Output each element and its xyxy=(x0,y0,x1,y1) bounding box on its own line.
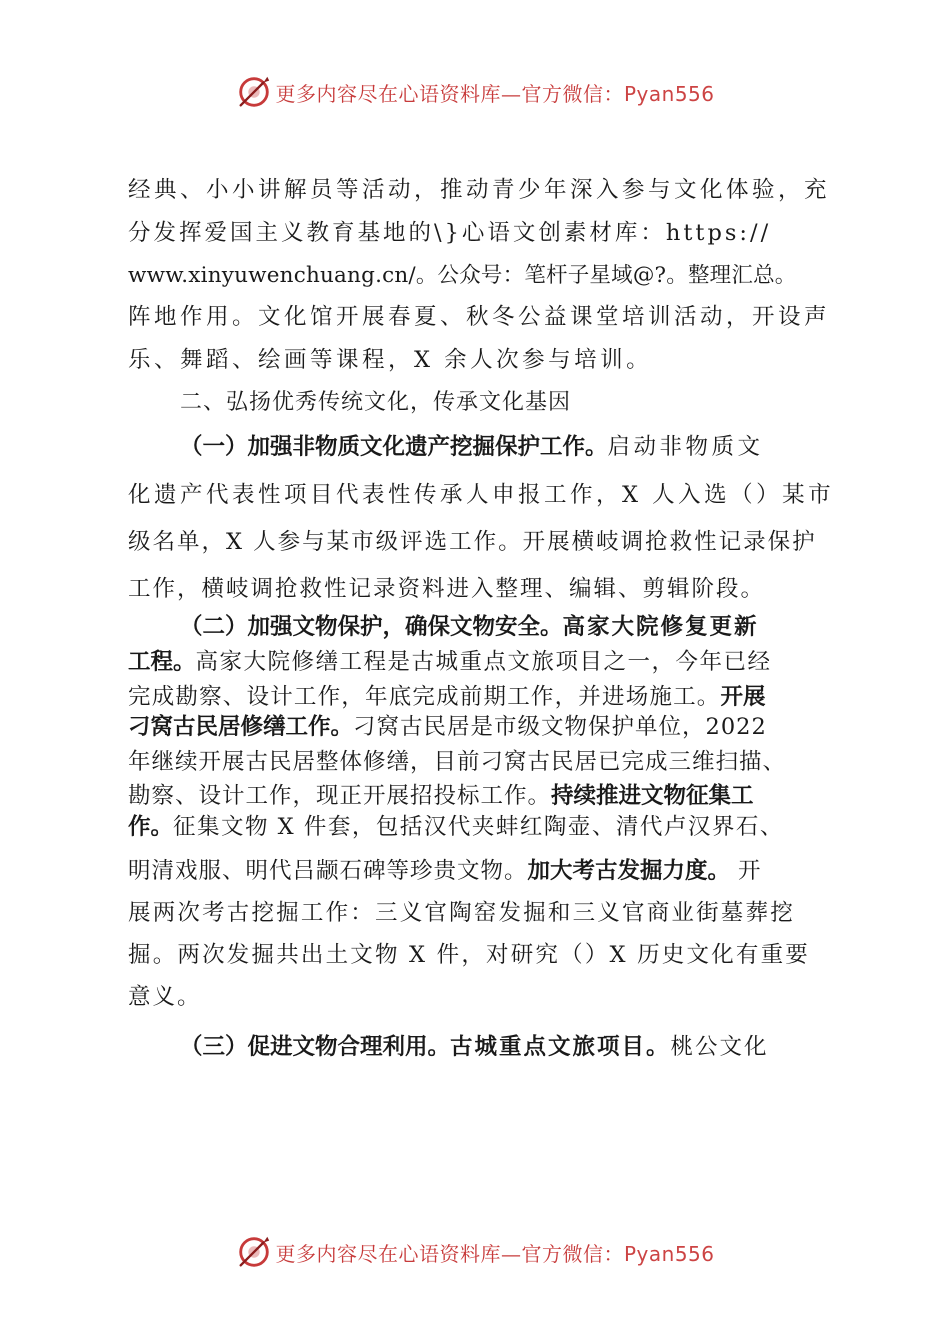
body-line: 化遗产代表性项目代表性传承人申报工作，X 人入选（）某市 xyxy=(128,482,835,508)
body-line: 级名单，X 人参与某市级评选工作。开展横岐调抢救性记录保护 xyxy=(128,529,817,555)
brand-logo-icon xyxy=(235,73,273,111)
body-line: 经典、小小讲解员等活动，推动青少年深入参与文化体验，充 xyxy=(128,177,831,203)
brand-logo-icon xyxy=(235,1233,273,1271)
subsection-3: （三）促进文物合理利用。古城重点文旅项目。桃公文化 xyxy=(180,1034,769,1060)
subsection-title: （一）加强非物质文化遗产挖掘保护工作。 xyxy=(180,434,608,460)
subsection-title: （二）加强文物保护，确保文物安全。 xyxy=(180,614,563,640)
subsection-title: （三）促进文物合理利用。 xyxy=(180,1034,451,1060)
wechat-id: Pyan556 xyxy=(623,81,715,106)
subsection-1: （一）加强非物质文化遗产挖掘保护工作。启动非物质文 xyxy=(180,434,764,460)
banner-text: 更多内容尽在心语资料库—官方微信：Pyan556 xyxy=(275,81,715,106)
body-line: 阵地作用。文化馆开展春夏、秋冬公益课堂培训活动，开设声 xyxy=(128,304,831,330)
subsection-2: （二）加强文物保护，确保文物安全。高家大院修复更新 xyxy=(180,614,759,640)
banner-text: 更多内容尽在心语资料库—官方微信：Pyan556 xyxy=(275,1241,715,1266)
body-line: 掘。两次发掘共出土文物 X 件，对研究（）X 历史文化有重要 xyxy=(128,942,810,968)
body-line: www.xinyuwenchuang.cn/。公众号：笔杆子星域@?。整理汇总。 xyxy=(128,263,797,288)
body-line: 工程。高家大院修缮工程是古城重点文旅项目之一，今年已经 xyxy=(128,649,772,675)
body-line: 刁窝古民居修缮工作。刁窝古民居是市级文物保护单位，2022 xyxy=(128,714,767,740)
body-line: 完成勘察、设计工作，年底完成前期工作，并进场施工。开展 xyxy=(128,684,766,710)
body-line: 工作，横岐调抢救性记录资料进入整理、编辑、剪辑阶段。 xyxy=(128,576,766,602)
body-line: 勘察、设计工作，现正开展招投标工作。持续推进文物征集工 xyxy=(128,783,754,809)
wechat-id: Pyan556 xyxy=(623,1241,715,1266)
body-line: 展两次考古挖掘工作：三义官陶窑发掘和三义官商业街墓葬挖 xyxy=(128,900,795,926)
watermark-banner-top xyxy=(0,72,950,112)
body-line: 意义。 xyxy=(128,984,202,1010)
watermark-banner-bottom xyxy=(0,1232,950,1272)
body-line: 明清戏服、明代吕颛石碑等珍贵文物。加大考古发掘力度。 开 xyxy=(128,858,762,884)
body-line: 年继续开展古民居整体修缮，目前刁窝古民居已完成三维扫描、 xyxy=(128,749,787,775)
body-line: 作。征集文物 X 件套，包括汉代夹蚌红陶壶、清代卢汉界石、 xyxy=(128,814,784,840)
section-heading: 二、弘扬优秀传统文化，传承文化基因 xyxy=(180,390,572,415)
body-line: 分发挥爱国主义教育基地的\}心语文创素材库：https:// xyxy=(128,220,772,246)
body-line: 乐、舞蹈、绘画等课程，X 余人次参与培训。 xyxy=(128,347,653,373)
